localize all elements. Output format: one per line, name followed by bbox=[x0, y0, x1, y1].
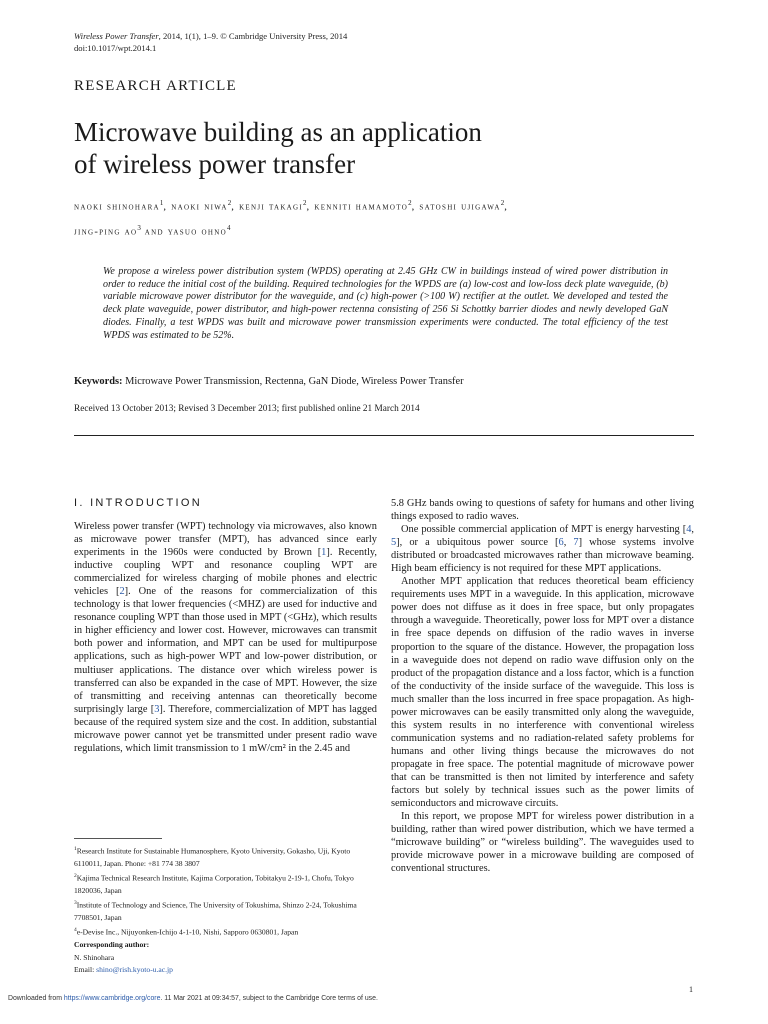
footnote-2: $^2$Kajima Technical Research Institute, Kajima Corporation, Tobitakyu 2-19-1, Chofu, Tokyo 1820036, Japan bbox=[74, 873, 354, 895]
article-title bbox=[74, 116, 694, 180]
reference-link[interactable]: 6 bbox=[558, 537, 564, 549]
footnotes bbox=[74, 843, 377, 976]
intro-paragraph: In this report, we propose MPT for wireless power distribution in a building, rather than wired power distribution, which we have termed a “microwave building” or “wireless building”. The waveguides used to provide microwave power in a microwave building are composed of conventional structures. bbox=[391, 811, 694, 875]
title-line-2: of wireless power transfer bbox=[74, 149, 356, 179]
author-name: kenniti hamamoto bbox=[314, 201, 409, 213]
author-name: jing-ping ao bbox=[74, 226, 138, 237]
left-column bbox=[74, 520, 377, 755]
author-separator: , bbox=[504, 201, 509, 213]
corresponding-author-label: Corresponding author: bbox=[74, 940, 150, 950]
section-heading: I. INTRODUCTION bbox=[74, 497, 202, 509]
author-affiliation: 2 bbox=[303, 199, 307, 207]
keywords-text: Microwave Power Transmission, Rectenna, GaN Diode, Wireless Power Transfer bbox=[122, 376, 464, 387]
author-affiliation: 3 bbox=[137, 223, 141, 232]
author-separator: , bbox=[231, 201, 240, 213]
journal-meta bbox=[74, 30, 347, 54]
corresponding-email: Email: shino@rish.kyoto-u.ac.jp bbox=[74, 964, 173, 974]
footnote-4: $^4$e-Devise Inc., Nijuyonken-Ichijo 4-1-10, Nishi, Sapporo 0630801, Japan bbox=[74, 927, 299, 937]
received-dates: Received 13 October 2013; Revised 3 December 2013; first published online 21 March 2014 bbox=[74, 404, 420, 414]
author-name: kenji takagi bbox=[239, 201, 304, 213]
intro-paragraph: One possible commercial application of MPT is energy harvesting [4, 5], or a ubiquitous power source [6, 7] whose systems involve distributed or broadcasted microwaves rather than microwave beaming. High beam efficiency is not required for these MPT applications. bbox=[391, 524, 694, 575]
email-link[interactable]: shino@rish.kyoto-u.ac.jp bbox=[96, 964, 173, 974]
author-name: naoki niwa bbox=[171, 201, 228, 213]
reference-link[interactable]: 2 bbox=[119, 586, 125, 598]
header-divider bbox=[74, 435, 694, 436]
citation-text: , 2014, 1(1), 1–9. © Cambridge University Press, 2014 bbox=[158, 31, 348, 41]
doi: doi:10.1017/wpt.2014.1 bbox=[74, 43, 157, 53]
author-affiliation: 4 bbox=[226, 223, 231, 232]
journal-name: Wireless Power Transfer bbox=[74, 31, 159, 41]
author-affiliation: 2 bbox=[227, 199, 232, 207]
footnote-3: $^3$Institute of Technology and Science, The University of Tokushima, Shinzo 2-24, Tokushima 7708501, Japan bbox=[74, 900, 357, 923]
footnote-divider bbox=[74, 838, 162, 839]
intro-paragraph-1: Wireless power transfer (WPT) technology via microwaves, also known as microwave power transfer (MPT), has advanced since early experiments in the 1960s were conducted by Brown [1]. Recently, inductive coupling WPT and resonance coupling WPT are commercialized for wireless charging of mobile phones and electric vehicles [2]. One of the reasons for commercialization of this technology is that lower frequencies (<MHZ) are used for inductive and resonance coupling WPT than those used in MPT (<GHz), which results in higher efficiency and lower cost. However, microwaves can transmit both power and information, and MPT can be used for multipurpose applications, such as high-power WPT and low-power distribution, or multiuser applications. The distance over which wireless power is transferred can also be expanded in the case of MPT. However, the size of transmitting and receiving antennas can theoretically become surprisingly large [3]. Therefore, commercialization of MPT has lagged because of the required system size and the cost. In addition, substantial microwave power cannot yet be transmitted under present radio wave regulations, which limit transmission to 1 mW/cm² in the 2.45 and bbox=[74, 521, 378, 754]
abstract: We propose a wireless power distribution system (WPDS) operating at 2.45 GHz CW in buildings instead of wired power distribution in order to reduce the initial cost of the building. Required technologies for the WPDS are (a) low-cost and low-loss deck plate waveguide, (b) variable microwave power distributor for the waveguide, and (c) high-power (>100 W) rectifier at the outlet. We developed and tested the deck plate waveguide, power distributor, and high-power rectenna consisting of 256 Si Schottky barrier diodes and newly developed GaN diodes. Finally, a test WPDS was built and microwave power transmission experiments were conducted. The total efficiency of the test WPDS was estimated to be 52%. bbox=[103, 266, 668, 341]
intro-paragraph: 5.8 GHz bands owing to questions of safety for humans and other living things exposed to radio waves. bbox=[391, 498, 694, 523]
author-name: naoki shinohara bbox=[74, 201, 160, 213]
author-affiliation: 1 bbox=[159, 199, 164, 207]
reference-link[interactable]: 5 bbox=[391, 537, 397, 549]
article-type: RESEARCH ARTICLE bbox=[74, 78, 237, 94]
author-list bbox=[74, 193, 694, 242]
reference-link[interactable]: 3 bbox=[154, 703, 160, 715]
author-separator: , bbox=[163, 201, 172, 213]
corresponding-author-name: N. Shinohara bbox=[74, 952, 115, 962]
keywords bbox=[74, 376, 694, 387]
author-separator: , bbox=[411, 201, 420, 213]
page-number: 1 bbox=[689, 985, 693, 994]
title-line-1: Microwave building as an application bbox=[74, 117, 482, 147]
reference-link[interactable]: 1 bbox=[321, 547, 327, 559]
download-footer: Downloaded from https://www.cambridge.org/core. 11 Mar 2021 at 09:34:57, subject to the Cambridge Core terms of use. bbox=[8, 995, 378, 1002]
footnote-1: $^1$Research Institute for Sustainable Humanosphere, Kyoto University, Gokasho, Uji, Kyoto 6110011, Japan. Phone: +81 774 38 3807 bbox=[74, 846, 351, 868]
citation-line bbox=[74, 30, 347, 42]
author-affiliation: 2 bbox=[500, 199, 505, 207]
author-name: satoshi ujigawa bbox=[419, 201, 501, 213]
author-name: yasuo ohno bbox=[167, 226, 227, 237]
author-affiliation: 2 bbox=[408, 199, 412, 207]
keywords-label: Keywords: bbox=[74, 376, 123, 387]
right-column bbox=[391, 497, 694, 875]
author-separator: and bbox=[140, 226, 168, 237]
intro-paragraph: Another MPT application that reduces theoretical beam efficiency requirements uses MPT in a waveguide. In this application, microwave power does not diffuse as it does in free space, but only propagates through a waveguide. Theoretically, power loss for MPT over a distance in free space depends on diffusion of the radio waves in inverse proportion to the square of the distance. However, the propagation loss in a waveguide does not depend on radio wave diffusion only on the product of the propagation distance and a loss factor, which is a function of the conductivity of the inside surface of the waveguide. This loss is much smaller than the loss incurred in free space propagation. As high-power microwaves can be easily transmitted only along the waveguide, this system results in no interference with conventional wireless communication systems and no radiation-related safety problems for humans and other living things because the microwaves do not propagate in free space. The potential magnitude of microwave power that can be transmitted is then not limited by interference and safety factors but solely by technical issues such as the power limits of semiconductors and microwave circuits. bbox=[391, 576, 694, 810]
reference-link[interactable]: 4 bbox=[686, 524, 692, 536]
reference-link[interactable]: 7 bbox=[573, 537, 579, 549]
cambridge-core-link[interactable]: https://www.cambridge.org/core bbox=[63, 995, 161, 1002]
author-separator: , bbox=[306, 201, 315, 213]
